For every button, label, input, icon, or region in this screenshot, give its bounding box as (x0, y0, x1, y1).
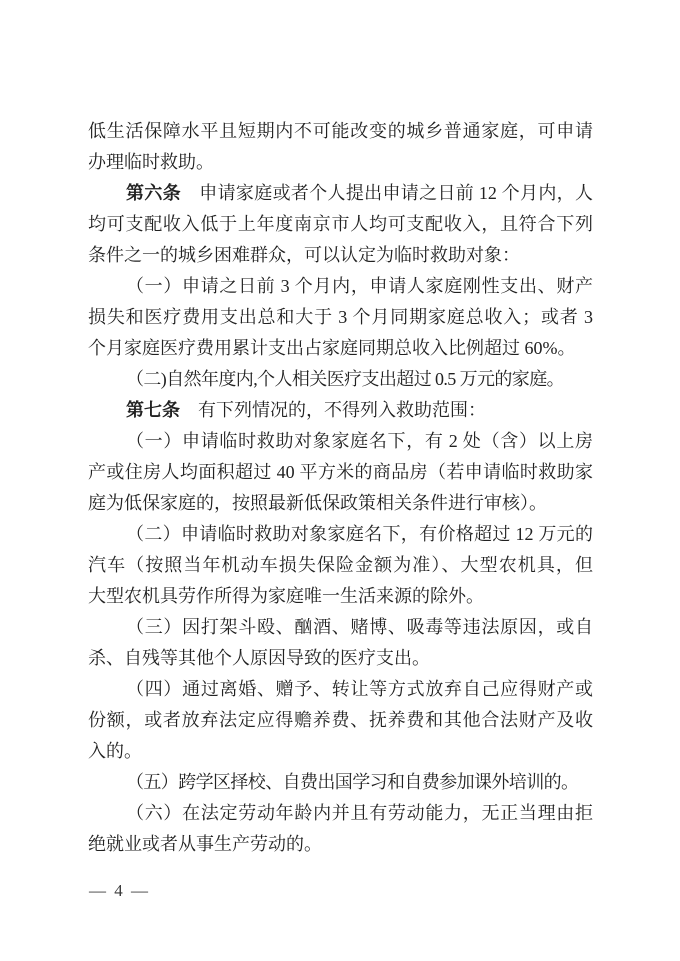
text-line (88, 302, 593, 333)
text-segment: （二)自然年度内,个人相关医疗支出超过 0.5 万元的家庭。 (126, 369, 564, 389)
text-line (88, 209, 593, 240)
text-segment: 份额，或者放弃法定应得赡养费、抚养费和其他合法财产及收 (88, 710, 593, 730)
text-segment: 庭为低保家庭的，按照最新低保政策相关条件进行审核）。 (88, 493, 547, 513)
text-line (88, 767, 593, 798)
text-line (88, 271, 593, 302)
article-number: 第六条 (126, 183, 181, 203)
page-number: — 4 — (89, 881, 150, 900)
text-line (88, 395, 593, 426)
text-segment: 产或住房人均面积超过 40 平方米的商品房（若申请临时救助家 (88, 462, 593, 482)
text-line (88, 581, 593, 612)
text-segment: （一）申请之日前 3 个月内，申请人家庭刚性支出、财产 (126, 276, 593, 296)
text-line (88, 240, 593, 271)
text-segment: （三）因打架斗殴、酗酒、赌博、吸毒等违法原因，或自 (126, 617, 593, 637)
text-segment: 有下列情况的，不得列入救助范围： (180, 400, 486, 420)
text-segment: 均可支配收入低于上年度南京市人均可支配收入，且符合下列 (88, 214, 593, 234)
text-segment: （五）跨学区择校、自费出国学习和自费参加课外培训的。 (126, 772, 579, 792)
text-line (88, 612, 593, 643)
text-segment: （一）申请临时救助对象家庭名下，有 2 处（含）以上房 (126, 431, 593, 451)
text-segment: 大型农机具劳作所得为家庭唯一生活来源的除外。 (88, 586, 484, 606)
text-segment: 申请家庭或者个人提出申请之日前 12 个月内，人 (180, 183, 594, 203)
text-line (88, 829, 593, 860)
article-number: 第七条 (126, 400, 180, 420)
text-segment: （二）申请临时救助对象家庭名下，有价格超过 12 万元的 (126, 524, 593, 544)
text-segment: 条件之一的城乡困难群众，可以认定为临时救助对象： (88, 245, 520, 265)
text-segment: 损失和医疗费用支出总和大于 3 个月同期家庭总收入；或者 3 (88, 307, 593, 327)
text-segment: 杀、自残等其他个人原因导致的医疗支出。 (88, 648, 430, 668)
text-line (88, 705, 593, 736)
text-line (88, 550, 593, 581)
text-line (88, 674, 593, 705)
text-line (88, 116, 593, 147)
text-line (88, 643, 593, 674)
text-segment: 汽车（按照当年机动车损失保险金额为准）、大型农机具，但 (88, 555, 593, 575)
text-line (88, 519, 593, 550)
text-line (88, 488, 593, 519)
text-segment: 低生活保障水平且短期内不可能改变的城乡普通家庭，可申请 (88, 121, 593, 141)
text-segment: （六）在法定劳动年龄内并且有劳动能力，无正当理由拒 (126, 803, 593, 823)
text-line (88, 798, 593, 829)
text-line (88, 333, 593, 364)
text-segment: （四）通过离婚、赠予、转让等方式放弃自己应得财产或 (126, 679, 593, 699)
text-line (88, 147, 593, 178)
text-line (88, 736, 593, 767)
document-body (88, 116, 593, 860)
text-line (88, 457, 593, 488)
text-line (88, 178, 593, 209)
text-segment: 绝就业或者从事生产劳动的。 (88, 834, 322, 854)
text-segment: 办理临时救助。 (88, 152, 214, 172)
text-line (88, 364, 593, 395)
text-line (88, 426, 593, 457)
text-segment: 入的。 (88, 741, 142, 761)
text-segment: 个月家庭医疗费用累计支出占家庭同期总收入比例超过 60%。 (88, 338, 576, 358)
